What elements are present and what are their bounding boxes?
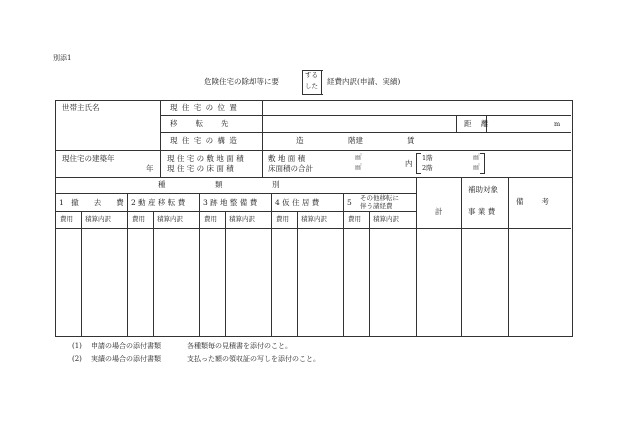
subheader-cost: 費用 <box>348 215 361 223</box>
rule <box>55 211 416 212</box>
title-suffix: 経費内訳(申請、実績) <box>327 77 401 86</box>
subheader-estimate: 積算内訳 <box>301 215 327 223</box>
sqm-unit: ㎡ <box>355 153 362 161</box>
category-header-other-line2: 伴う諸経費 <box>360 202 393 210</box>
subheader-cost: 費用 <box>204 215 217 223</box>
site-area-value-label: 敷 地 面 積 <box>268 154 306 163</box>
relocation-label: 移 転 先 <box>170 119 230 128</box>
rule <box>343 193 344 336</box>
householder-label: 世帯主氏名 <box>62 103 100 112</box>
note-text: 支払った額の領収証の写しを添付のこと。 <box>187 355 320 363</box>
floor2-label: 2階 <box>422 164 433 172</box>
location-label: 現 住 宅 の 位 置 <box>170 103 238 112</box>
rule <box>262 100 263 177</box>
category-header-moving: 2 動 産 移 転 費 <box>131 198 186 207</box>
info-divider <box>160 100 161 177</box>
rule <box>153 211 154 336</box>
subheader-cost: 費用 <box>276 215 289 223</box>
breakdown-bracket-left <box>416 153 421 174</box>
rule <box>55 150 571 151</box>
subheader-estimate: 積算内訳 <box>229 215 255 223</box>
sqm-unit: ㎡ <box>473 153 480 161</box>
subheader-estimate: 積算内訳 <box>373 215 399 223</box>
breakdown-label: 内 <box>405 159 413 168</box>
floor1-label: 1階 <box>422 154 433 162</box>
rule <box>199 193 200 336</box>
note-number: (1) <box>72 342 82 350</box>
breakdown-bracket-right <box>480 153 485 174</box>
kind-header: 種 類 別 <box>158 180 282 189</box>
subheader-estimate: 積算内訳 <box>157 215 183 223</box>
sqm-unit: ㎡ <box>355 163 362 171</box>
rule <box>297 211 298 336</box>
note-label: 申請の場合の添付書類 <box>91 342 161 350</box>
subheader-estimate: 積算内訳 <box>85 215 111 223</box>
subsidy-header-line2: 事 業 費 <box>468 207 496 216</box>
category-header-other-num: 5 <box>347 198 352 207</box>
rule <box>225 211 226 336</box>
rule <box>461 177 462 336</box>
category-header-other-line1: その他移転に <box>360 194 399 202</box>
structure-label: 現 住 宅 の 構 造 <box>170 136 238 145</box>
note-label: 実績の場合の添付書類 <box>91 355 161 363</box>
category-header-temporary: 4 仮 住 居 費 <box>275 198 320 207</box>
distance-unit: m <box>554 120 561 128</box>
floor-area-label: 現 住 宅 の 床 面 積 <box>167 164 234 173</box>
sqm-unit: ㎡ <box>473 163 480 171</box>
rule <box>160 115 571 116</box>
structure-value-1: 造 <box>296 136 304 145</box>
rule <box>55 228 571 229</box>
distance-label: 距 離 <box>464 119 490 128</box>
title-prefix: 危険住宅の除却等に要 <box>204 77 279 86</box>
built-year-unit: 年 <box>146 164 154 173</box>
remarks-header: 備 考 <box>516 197 550 206</box>
rule <box>271 193 272 336</box>
title-bracket-right <box>318 70 322 95</box>
category-header-removal: 1 撤 去 費 <box>59 198 124 207</box>
rule <box>127 193 128 336</box>
note-number: (2) <box>72 355 82 363</box>
rule <box>369 211 370 336</box>
category-header-site: 3 跡 地 整 備 費 <box>203 198 258 207</box>
subheader-cost: 費用 <box>60 215 73 223</box>
site-area-label: 現 住 宅 の 敷 地 面 積 <box>167 154 244 163</box>
structure-value-3: 賃 <box>407 136 415 145</box>
subheader-cost: 費用 <box>132 215 145 223</box>
info-frame <box>55 100 573 178</box>
rule <box>456 115 457 132</box>
rule <box>508 177 509 336</box>
floor-total-label: 床面積の合計 <box>268 164 313 173</box>
title-bracket-top: する <box>305 71 318 79</box>
total-header: 計 <box>435 207 443 216</box>
rule <box>81 211 82 336</box>
document-tag: 別添1 <box>53 54 72 62</box>
subsidy-header-line1: 補助対象 <box>468 185 498 194</box>
built-year-label: 現住宅の建築年 <box>62 154 115 163</box>
title-bracket-bottom: した <box>305 82 318 90</box>
rule <box>160 132 571 133</box>
structure-value-2: 階建 <box>348 136 363 145</box>
note-text: 各種類毎の見積書を添付のこと。 <box>187 342 292 350</box>
rule <box>416 177 417 336</box>
